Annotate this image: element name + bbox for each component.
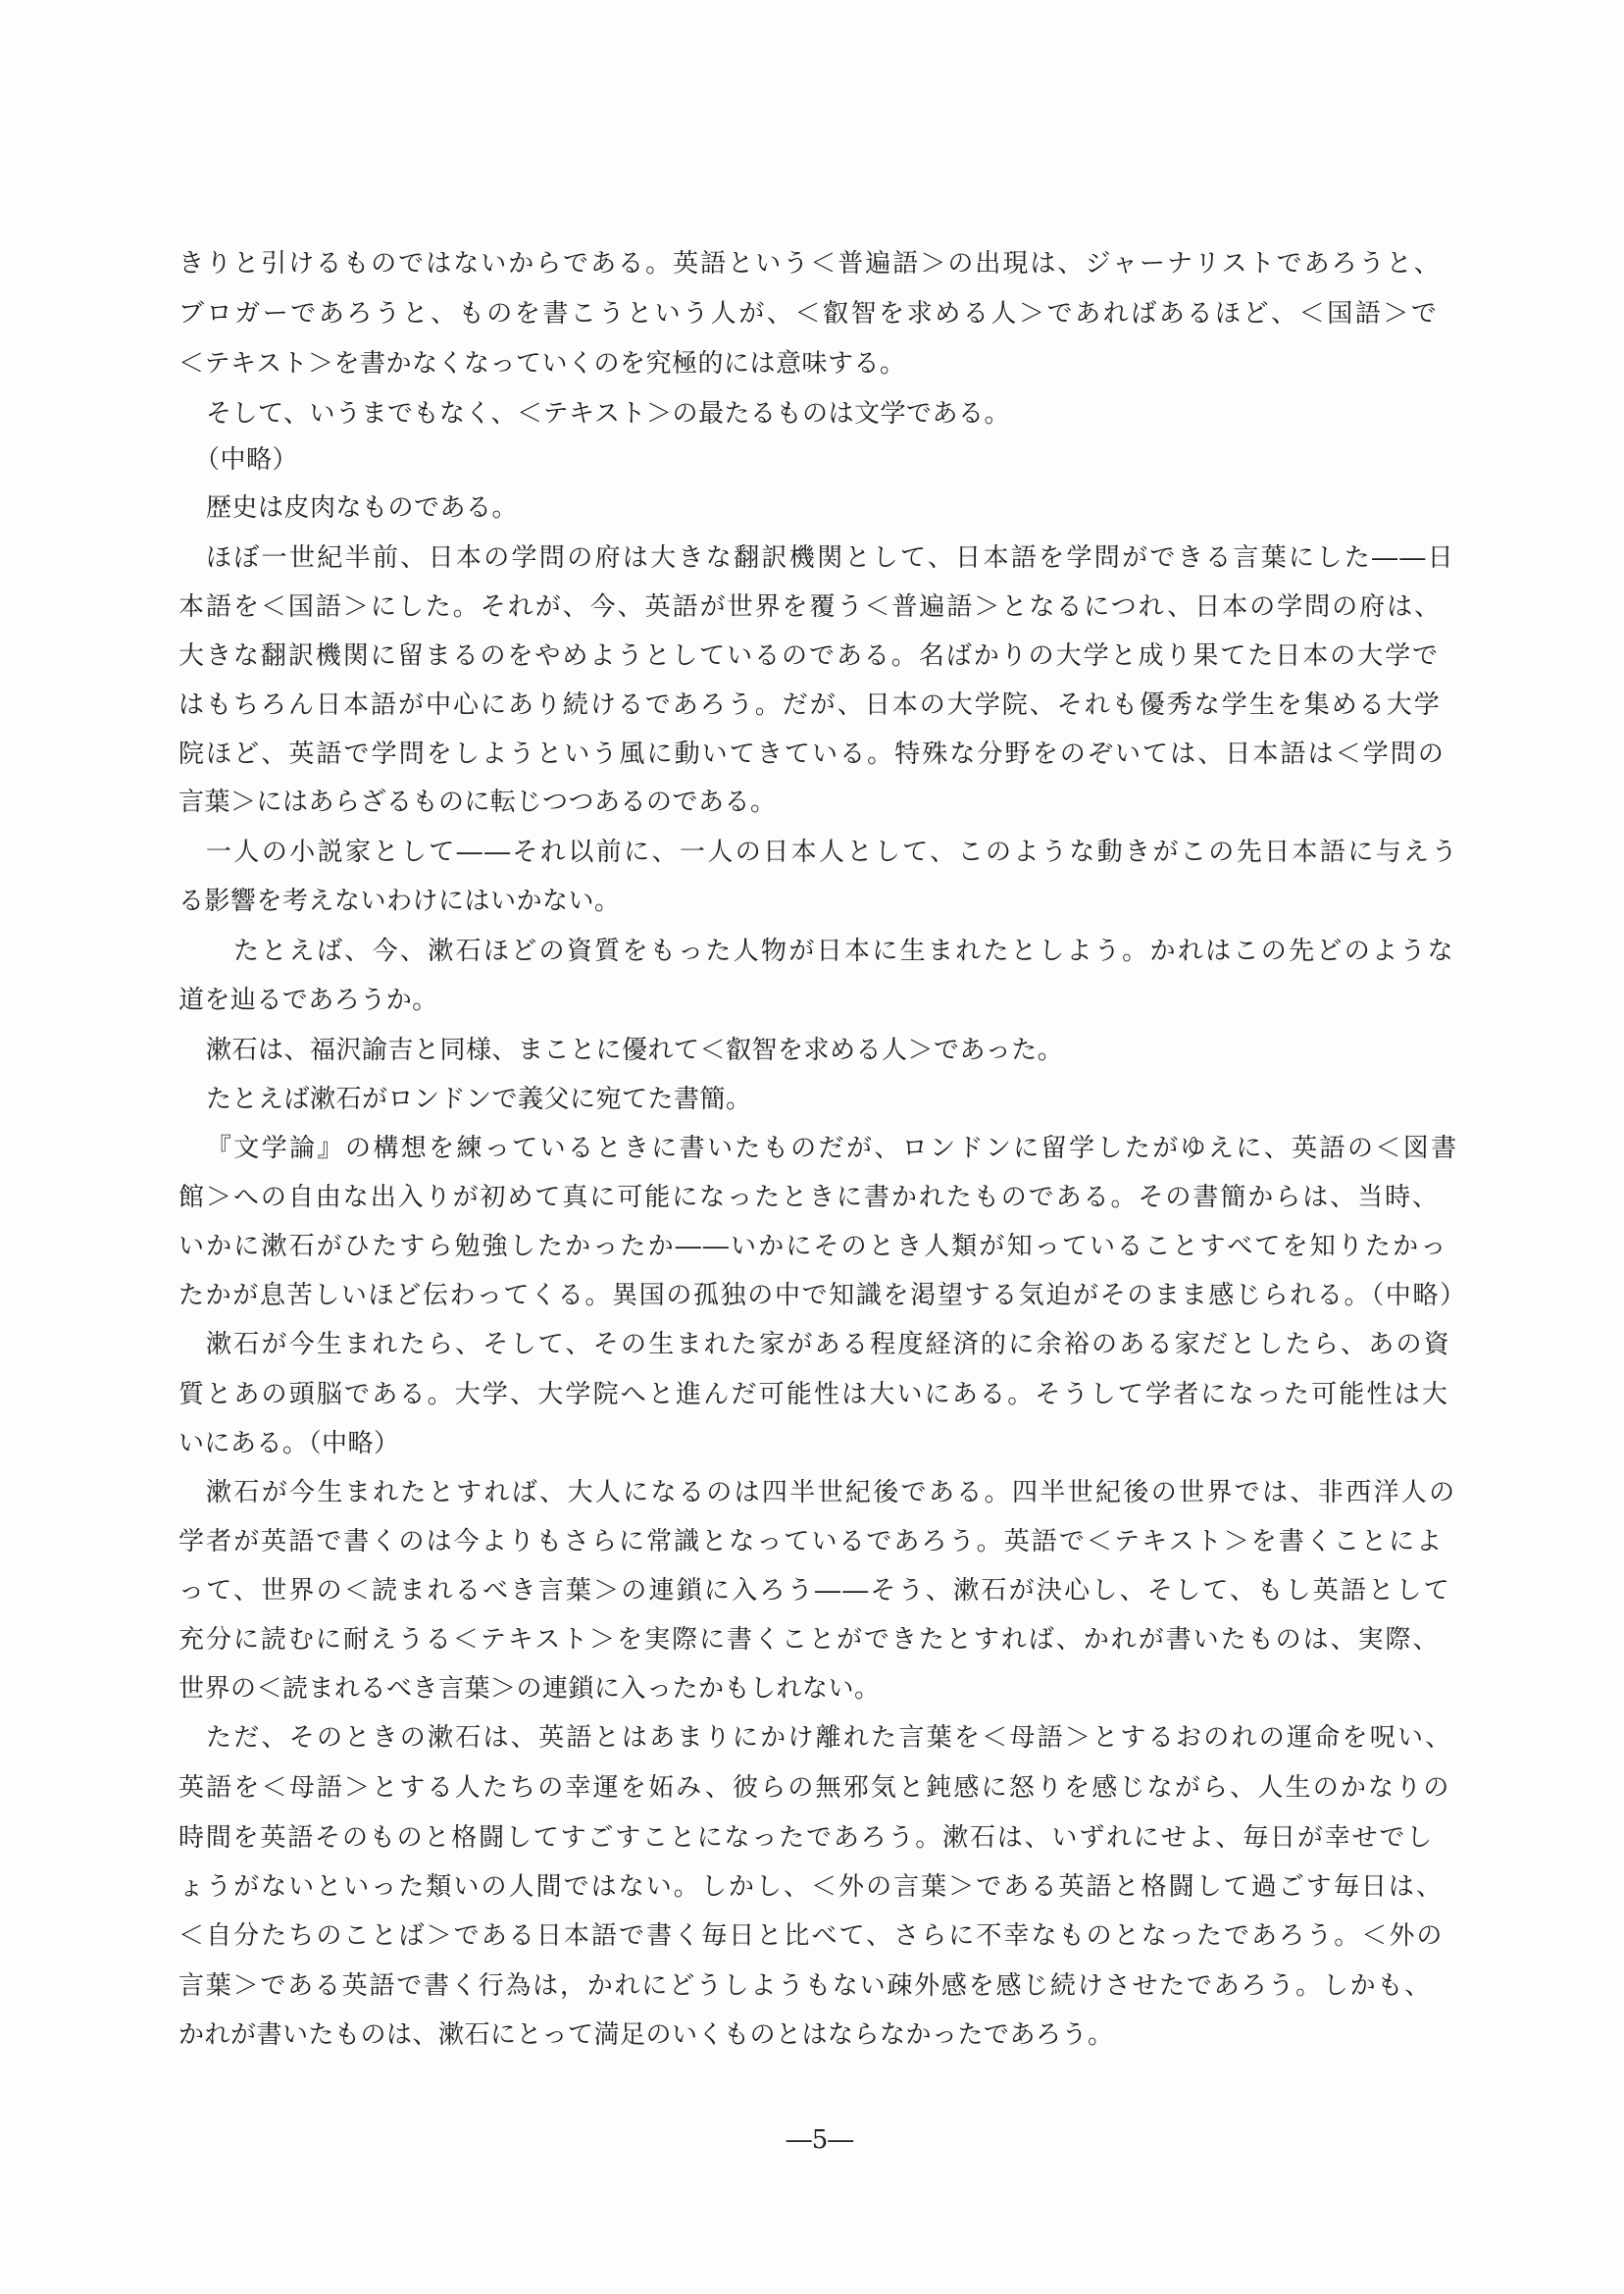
page-number: ―5― [786,2125,854,2155]
text-line: ＜テキスト＞を書かなくなっていくのを究極的には意味する。 [178,349,906,379]
text-line: ＜自分たちのことば＞である日本語で書く毎日と比べて、さらに不幸なものとなったであろう。＜外の [178,1921,1445,1951]
text-line: ブロガーであろうと、ものを書こうという人が、＜叡智を求める人＞であればあるほど、＜国語＞で [178,299,1440,329]
text-line: はもちろん日本語が中心にあり続けるであろう。だが、日本の大学院、それも優秀な学生を集める大学 [178,690,1442,720]
text-line: ただ、そのときの漱石は、英語とはあまりにかけ離れた言葉を＜母語＞とするおのれの運命を呪い、 [206,1723,1453,1753]
text-line: 本語を＜国語＞にした。それが、今、英語が世界を覆う＜普遍語＞となるにつれ、日本の学問の府は、 [178,592,1443,622]
text-line: かれが書いたものは、漱石にとって満足のいくものとはならなかったであろう。 [178,2020,1114,2050]
text-line: いにある。（中略） [178,1429,400,1458]
text-line: る影響を考えないわけにはいかない。 [178,887,621,916]
text-line: たとえば、今、漱石ほどの資質をもった人物が日本に生まれたとしよう。かれはこの先どのような [233,937,1456,966]
text-line: （中略） [194,445,299,475]
text-line: 漱石は、福沢諭吉と同様、まことに優れて＜叡智を求める人＞であった。 [206,1036,1064,1065]
text-line: 『文学論』の構想を練っているときに書いたものだが、ロンドンに留学したがゆえに、英語の＜図書 [206,1134,1459,1163]
text-line: 充分に読むに耐えうる＜テキスト＞を実際に書くことができたとすれば、かれが書いたものは、実際、 [178,1625,1441,1655]
text-line: たとえば漱石がロンドンで義父に宛てた書簡。 [206,1085,752,1114]
text-line: って、世界の＜読まれるべき言葉＞の連鎖に入ろう――そう、漱石が決心し、そして、もし英語として [178,1576,1451,1606]
text-line: 時間を英語そのものと格闘してすごすことになったであろう。漱石は、いずれにせよ、毎日が幸せでし [178,1823,1435,1853]
text-line: 一人の小説家として――それ以前に、一人の日本人として、このような動きがこの先日本語に与えう [206,838,1459,867]
text-line: 学者が英語で書くのは今よりもさらに常識となっているであろう。英語で＜テキスト＞を書くことによ [178,1527,1445,1556]
text-line: 館＞への自由な出入りが初めて真に可能になったときに書かれたものである。その書簡からは、当時、 [178,1183,1441,1212]
text-line: ょうがないといった類いの人間ではない。しかし、＜外の言葉＞である英語と格闘して過ごす毎日は、 [178,1872,1445,1902]
text-line: 英語を＜母語＞とする人たちの幸運を妬み、彼らの無邪気と鈍感に怒りを感じながら、人生のかなりの [178,1773,1451,1803]
text-line: 言葉＞にはあらざるものに転じつつあるのである。 [178,788,777,817]
text-line: 世界の＜読まれるべき言葉＞の連鎖に入ったかもしれない。 [178,1674,881,1704]
text-line: いかに漱石がひたすら勉強したかったか――いかにそのとき人類が知っていることすべてを知りたかっ [178,1232,1448,1261]
text-line: 院ほど、英語で学問をしようという風に動いてきている。特殊な分野をのぞいては、日本語は＜学問の [178,739,1446,769]
text-line: 漱石が今生まれたら、そして、その生まれた家がある程度経済的に余裕のある家だとしたら、あの資 [206,1330,1451,1359]
text-line: 質とあの頭脳である。大学、大学院へと進んだ可能性は大いにある。そうして学者になった可能性は大 [178,1380,1450,1409]
text-line: 大きな翻訳機関に留まるのをやめようとしているのである。名ばかりの大学と成り果てた日本の大学で [178,641,1441,671]
text-line: たかが息苦しいほど伝わってくる。異国の孤独の中で知識を渇望する気迫がそのまま感じられる。（中略） [178,1281,1467,1310]
text-line: 漱石が今生まれたとすれば、大人になるのは四半世紀後である。四半世紀後の世界では、非西洋人の [206,1478,1457,1507]
text-line: きりと引けるものではないからである。英語という＜普遍語＞の出現は、ジャーナリストであろうと、 [178,249,1442,279]
text-line: 道を辿るであろうか。 [178,986,438,1015]
text-line: 言葉＞である英語で書く行為は，かれにどうしようもない疎外感を感じ続けさせたであろう。しかも、 [178,1971,1433,2001]
text-line: 歴史は皮肉なものである。 [206,493,519,523]
text-line: ほぼ一世紀半前、日本の学問の府は大きな翻訳機関として、日本語を学問ができる言葉にした――日 [206,543,1455,573]
text-line: そして、いうまでもなく、＜テキスト＞の最たるものは文学である。 [206,399,1010,429]
